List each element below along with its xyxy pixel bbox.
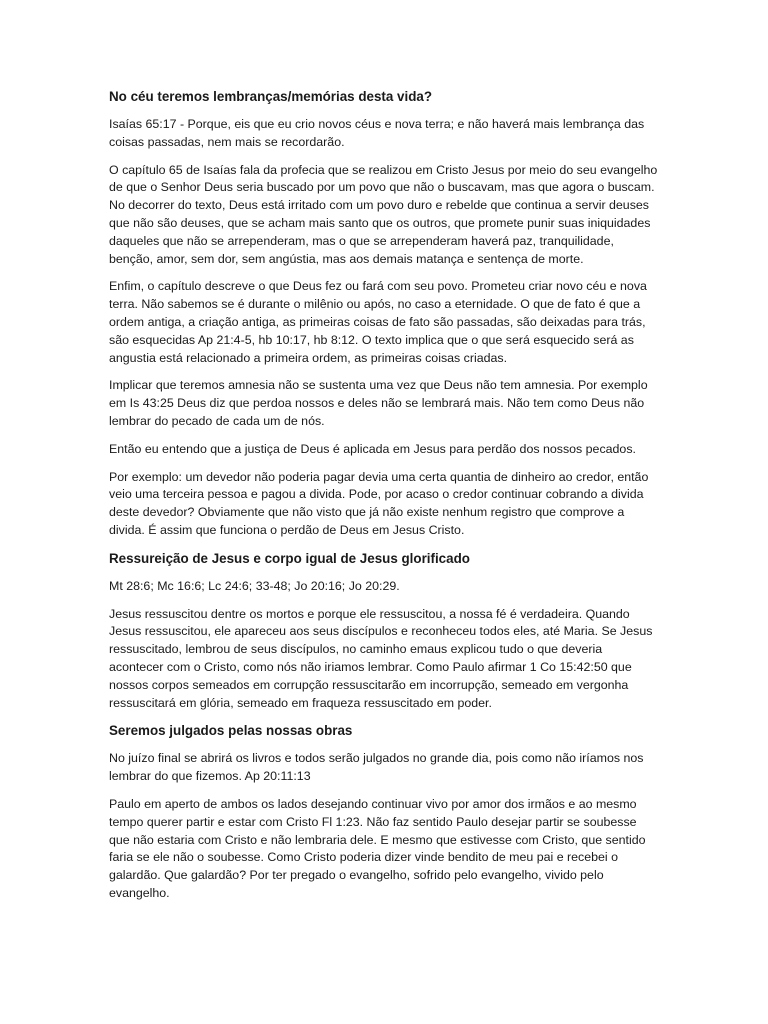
- section-heading-resurrection: Ressureição de Jesus e corpo igual de Jesus glorificado: [109, 550, 470, 566]
- section-heading-memories: No céu teremos lembranças/memórias desta vida?: [109, 89, 432, 104]
- paragraph-references: Mt 28:6; Mc 16:6; Lc 24:6; 33-48; Jo 20:16; Jo 20:29.: [109, 578, 400, 593]
- paragraph-justice: Então eu entendo que a justiça de Deus é aplicada em Jesus para perdão dos nossos pecados.: [109, 441, 636, 456]
- paragraph-isaias-verse: Isaías 65:17 - Porque, eis que eu crio novos céus e nova terra; e não haverá mais lembrança das coisas passadas, nem mais se recordarão.: [109, 117, 645, 149]
- paragraph-new-earth: Enfim, o capítulo descreve o que Deus fez ou fará com seu povo. Prometeu criar novo céu e nova terra. Não sabemos se é durante o milênio ou após, no caso a eternidade. O que de fato é que a ordem antiga, a criação antiga, as primeiras coisas de fato são passadas, são deixadas para trás, são esquecidas Ap 21:4-5, hb 10:17, hb 8:12. O texto implica que o que será esquecido será as angustia está relacionado a primeira ordem, as primeiras coisas criadas.: [109, 279, 647, 365]
- paragraph-chapter-65: O capítulo 65 de Isaías fala da profecia que se realizou em Cristo Jesus por meio do seu evangelho de que o Senhor Deus seria buscado por um povo que não o buscavam, mas que agora o buscam. No decorrer do texto, Deus está irritado com um povo duro e rebelde que continua a servir deuses que não são deuses, que se acham mais santo que os outros, que promete punir suas iniquidades daqueles que não se arrependeram, mas o que se arrependeram haverá paz, tranquilidade, benção, amor, sem dor, sem angústia, mas aos demais matança e sentença de morte.: [109, 162, 658, 266]
- paragraph-paulo: Paulo em aperto de ambos os lados desejando continuar vivo por amor dos irmãos e ao mesmo tempo querer partir e estar com Cristo Fl 1:23. Não faz sentido Paulo desejar partir se soubesse que não estaria com Cristo e não lembraria dele. E mesmo que estivesse com Cristo, que sentido faria se ele não o soubesse. Como Cristo poderia dizer vinde bendito de meu pai e recebei o galardão. Que galardão? Por ter pregado o evangelho, sofrido pelo evangelho, vivido pelo evangelho.: [109, 796, 646, 900]
- section-heading-judgment: Seremos julgados pelas nossas obras: [109, 723, 353, 739]
- paragraph-final-judgment: No juízo final se abrirá os livros e todos serão julgados no grande dia, pois como não iríamos nos lembrar do que fizemos. Ap 20:11:13: [109, 751, 644, 784]
- paragraph-amnesia: Implicar que teremos amnesia não se sustenta uma vez que Deus não tem amnesia. Por exemplo em Is 43:25 Deus diz que perdoa nossos e deles não se lembrará mais. Não tem como Deus não lembrar do pecado de cada um de nós.: [109, 378, 648, 428]
- paragraph-debtor-example: Por exemplo: um devedor não poderia pagar devia uma certa quantia de dinheiro ao credor, então veio uma terceira pessoa e pagou a divida. Pode, por acaso o credor continuar cobrando a divida deste devedor? Obviamente que não visto que já não existe nenhum registro que comprove a divida. É assim que funciona o perdão de Deus em Jesus Cristo.: [109, 469, 649, 537]
- paragraph-resurrection: Jesus ressuscitou dentre os mortos e porque ele ressuscitou, a nossa fé é verdadeira. Quando Jesus ressuscitou, ele apareceu aos seus discípulos e reconheceu todos eles, até Maria. Se Jesus ressuscitado, lembrou de seus discípulos, no caminho emaus explicou tudo o que deveria acontecer com o Cristo, como nós não iriamos lembrar. Como Paulo afirmar 1 Co 15:42:50 que nossos corpos semeados em corrupção ressuscitarão em incorrupção, semeado em vergonha ressuscitará em glória, semeado em fraqueza ressuscitado em poder.: [109, 606, 653, 710]
- document-page: [109, 88, 659, 913]
